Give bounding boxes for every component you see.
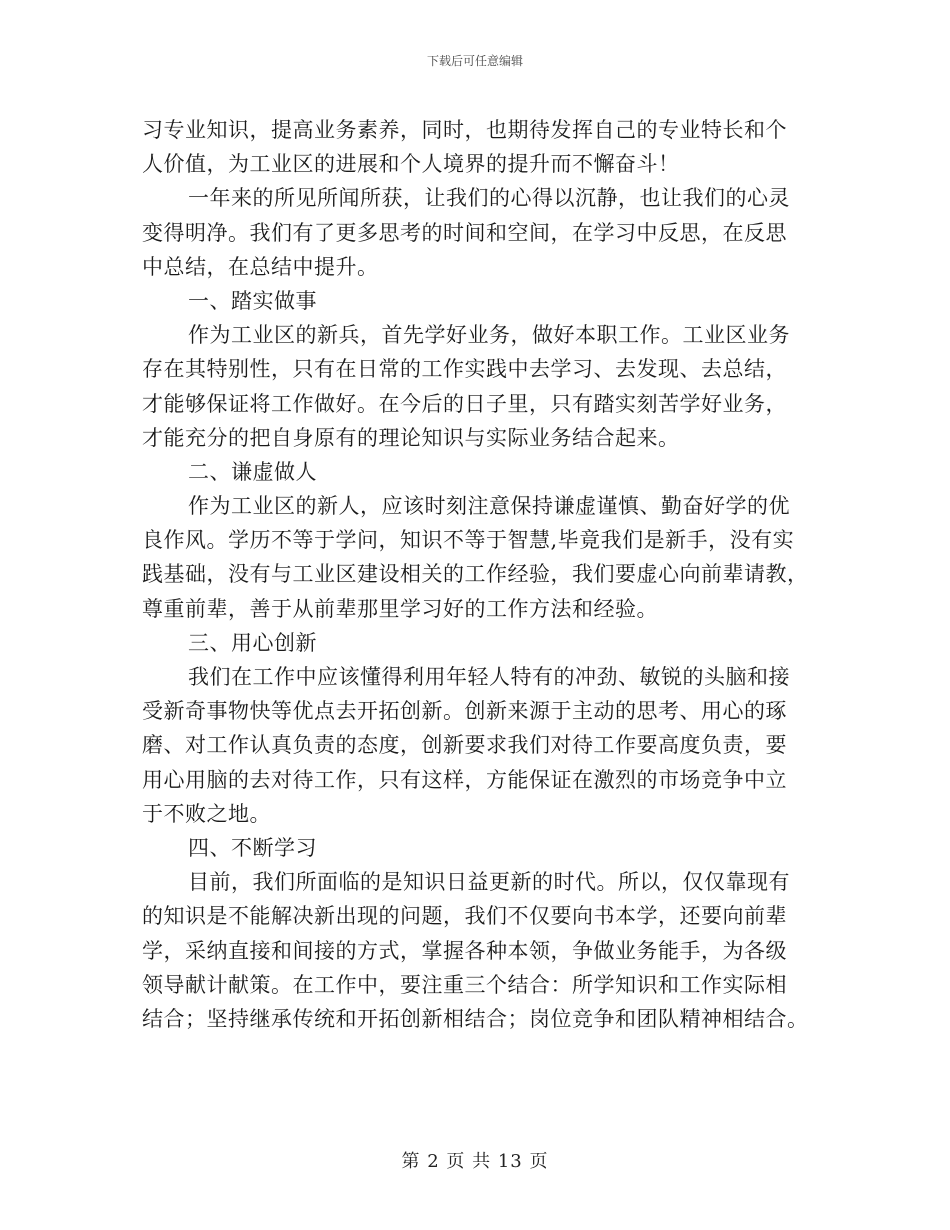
text-line: 学，采纳直接和间接的方式，掌握各种本领，争做业务能手，为各级 [142, 938, 787, 963]
text-line: 存在其特别性，只有在日常的工作实践中去学习、去发现、去总结， [142, 357, 787, 382]
text-line: 于不败之地。 [142, 801, 271, 826]
text-line: 磨、对工作认真负责的态度，创新要求我们对待工作要高度负责，要 [142, 733, 787, 758]
text-line: 目前，我们所面临的是知识日益更新的时代。所以，仅仅靠现有 [188, 870, 790, 895]
text-line: 变得明净。我们有了更多思考的时间和空间，在学习中反思，在反思 [142, 220, 787, 245]
text-line: 我们在工作中应该懂得利用年轻人特有的冲劲、敏锐的头脑和接 [188, 665, 790, 689]
text-line: 习专业知识，提高业务素养，同时，也期待发挥自己的专业特长和个 [142, 118, 787, 142]
page-footer: 第 2 页 共 13 页 [401, 1151, 549, 1172]
text-line: 结合；坚持继承传统和开拓创新相结合；岗位竞争和团队精神相结合。 [142, 1006, 809, 1031]
text-line: 人价值，为工业区的进展和个人境界的提升而不懈奋斗！ [142, 152, 680, 177]
text-line: 受新奇事物快等优点去开拓创新。创新来源于主动的思考、用心的琢 [142, 699, 787, 724]
text-line: 尊重前辈，善于从前辈那里学习好的工作方法和经验。 [142, 596, 658, 621]
document-body [142, 113, 812, 1036]
text-line: 一年来的所见所闻所获，让我们的心得以沉静，也让我们的心灵 [188, 186, 790, 211]
text-line: 中总结，在总结中提升。 [142, 254, 379, 279]
text-line: 三、用心创新 [188, 630, 317, 655]
text-line: 领导献计献策。在工作中，要注重三个结合：所学知识和工作实际相 [142, 972, 787, 997]
text-line: 的知识是不能解决新出现的问题，我们不仅要向书本学，还要向前辈 [142, 904, 787, 929]
text-line: 才能充分的把自身原有的理论知识与实际业务结合起来。 [142, 425, 680, 450]
text-line: 一、踏实做事 [188, 288, 317, 313]
page-header: 下载后可任意编辑 [426, 54, 523, 68]
text-line: 二、谦虚做人 [188, 459, 317, 484]
text-line: 作为工业区的新兵，首先学好业务，做好本职工作。工业区业务 [188, 323, 790, 348]
text-line: 才能够保证将工作做好。在今后的日子里，只有踏实刻苦学好业务， [142, 391, 787, 416]
text-line: 良作风。学历不等于学问，知识不等于智慧,毕竟我们是新手，没有实 [142, 528, 795, 553]
text-line: 践基础，没有与工业区建设相关的工作经验，我们要虚心向前辈请教， [142, 562, 809, 587]
text-line: 作为工业区的新人，应该时刻注意保持谦虚谨慎、勤奋好学的优 [188, 494, 790, 519]
text-line: 四、不断学习 [188, 835, 317, 860]
text-line: 用心用脑的去对待工作，只有这样，方能保证在激烈的市场竞争中立 [142, 767, 787, 792]
